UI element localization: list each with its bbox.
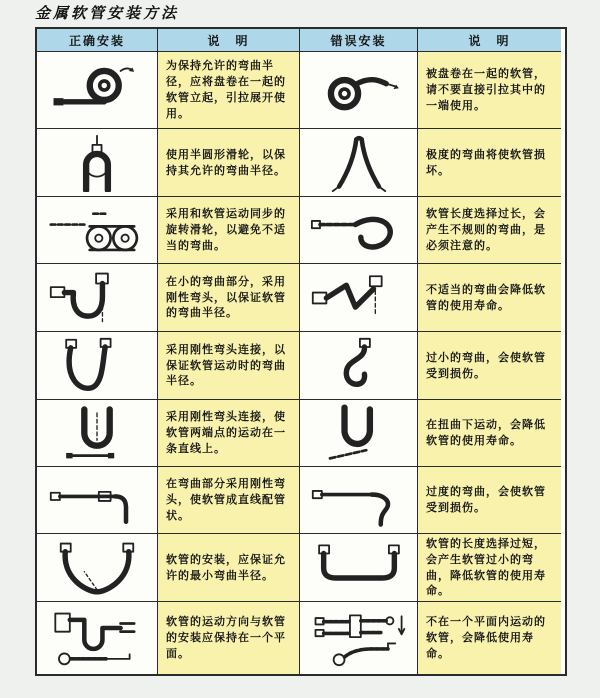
wrong-installation-figure: [300, 52, 418, 129]
straight-run-rigid-elbow-icon: [44, 471, 150, 529]
wrong-installation-figure: [300, 534, 418, 602]
too-short-flat-u-icon: [306, 539, 412, 597]
wrong-installation-figure: [300, 467, 418, 534]
header-wrong-installation: 错误安装: [300, 29, 418, 52]
twisted-u-hose-icon: [306, 404, 412, 462]
semicircular-pulley-hose-icon: [44, 134, 150, 192]
undersized-bend-hook-icon: [306, 337, 412, 395]
extreme-kink-hose-icon: [306, 134, 412, 192]
coiled-hose-end-pulled-icon: [306, 61, 412, 119]
header-correct-installation: 正确安装: [37, 29, 158, 52]
wrong-description: 过小的弯曲，会使软管受到损伤。: [418, 332, 561, 400]
overlong-irregular-bend-icon: [306, 201, 412, 259]
wrong-installation-figure: [300, 197, 418, 264]
correct-installation-figure: [37, 534, 158, 602]
out-of-plane-hoses-icon: [306, 609, 412, 667]
header-correct-description: 说 明: [158, 29, 300, 52]
overbent-end-icon: [306, 471, 412, 529]
correct-description: 采用和软管运动同步的旋转滑轮，以避免不适当的弯曲。: [158, 197, 300, 264]
wrong-installation-figure: [300, 129, 418, 197]
correct-description: 软管的运动方向与软管的安装应保持在一个平面。: [158, 602, 300, 674]
wrong-installation-figure: [300, 332, 418, 400]
correct-installation-figure: [37, 602, 158, 674]
page-title: 金属软管安装方法: [35, 4, 180, 22]
correct-installation-figure: [37, 467, 158, 534]
minimum-bend-radius-u-icon: [44, 539, 150, 597]
correct-installation-figure: [37, 332, 158, 400]
correct-installation-figure: [37, 400, 158, 467]
rigid-elbow-u-bend-icon: [44, 337, 150, 395]
rigid-elbow-small-bend-icon: [44, 269, 150, 327]
improper-bend-icon: [306, 269, 412, 327]
wrong-description: 软管的长度选择过短，会产生软管过小的弯曲，降低软管的使用寿命。: [418, 534, 561, 602]
correct-description: 软管的安装，应保证允许的最小弯曲半径。: [158, 534, 300, 602]
correct-installation-figure: [37, 264, 158, 332]
synchronized-rotating-pulleys-icon: [44, 201, 150, 259]
correct-description: 采用刚性弯头连接，使软管两端点的运动在一条直线上。: [158, 400, 300, 467]
wrong-installation-figure: [300, 602, 418, 674]
coiled-hose-upright-icon: [44, 61, 150, 119]
wrong-description: 被盘卷在一起的软管，请不要直接引拉其中的一端使用。: [418, 52, 561, 129]
header-wrong-description: 说 明: [418, 29, 561, 52]
wrong-description: 在扭曲下运动，会降低软管的使用寿命。: [418, 400, 561, 467]
correct-description: 在小的弯曲部分，采用刚性弯头，以保证软管的弯曲半径。: [158, 264, 300, 332]
wrong-installation-figure: [300, 264, 418, 332]
correct-description: 在弯曲部分采用刚性弯头，使软管成直线配管状。: [158, 467, 300, 534]
wrong-description: 过度的弯曲，会使软管受到损伤。: [418, 467, 561, 534]
correct-description: 为保持允许的弯曲半径，应将盘卷在一起的软管立起，引拉展开使用。: [158, 52, 300, 129]
correct-installation-figure: [37, 129, 158, 197]
correct-installation-figure: [37, 52, 158, 129]
installation-table: [35, 27, 567, 676]
correct-installation-figure: [37, 197, 158, 264]
correct-description: 采用刚性弯头连接，以保证软管运动时的弯曲半径。: [158, 332, 300, 400]
correct-description: 使用半圆形滑轮，以保持其允许的弯曲半径。: [158, 129, 300, 197]
wrong-description: 软管长度选择过长，会产生不规则的弯曲，是必须注意的。: [418, 197, 561, 264]
inline-motion-u-hose-icon: [44, 404, 150, 462]
wrong-description: 不适当的弯曲会降低软管的使用寿命。: [418, 264, 561, 332]
single-plane-trap-icon: [44, 609, 150, 667]
wrong-description: 不在一个平面内运动的软管，会降低使用寿命。: [418, 602, 561, 674]
wrong-installation-figure: [300, 400, 418, 467]
wrong-description: 极度的弯曲将使软管损坏。: [418, 129, 561, 197]
